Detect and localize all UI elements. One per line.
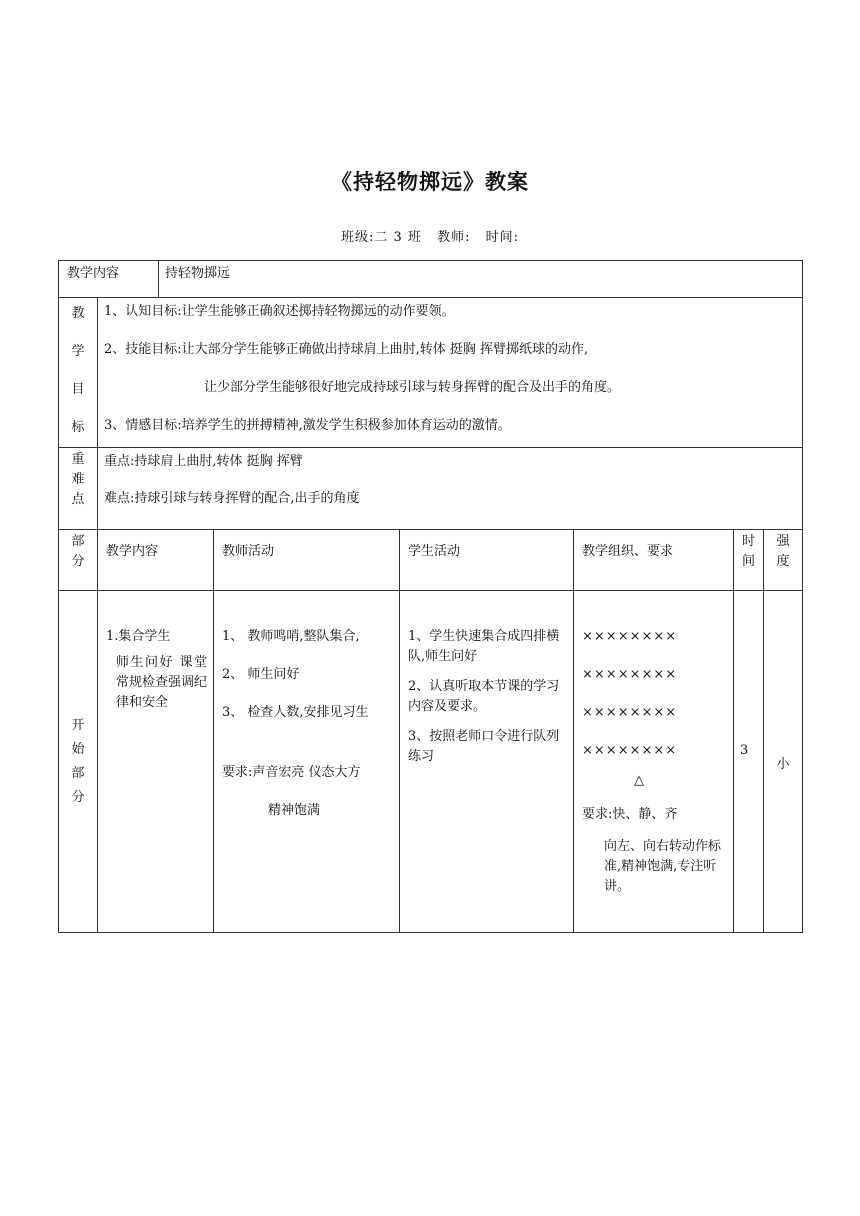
content-row xyxy=(59,261,803,298)
difficult-point: 难点:持球引球与转身挥臂的配合,出手的角度 xyxy=(104,491,360,506)
formation-row: ×××××××× xyxy=(582,743,678,758)
teacher-position-mark: △ xyxy=(634,773,645,788)
start-teacher-activity xyxy=(214,591,400,933)
header-teacher: 教师活动 xyxy=(214,530,400,591)
goal-emotion: 3、情感目标:培养学生的拼搏精神,激发学生积极参加体育运动的激情。 xyxy=(104,418,511,433)
teacher-requirement-2: 精神饱满 xyxy=(268,803,321,818)
key-points-label: 重 难 点 xyxy=(59,448,98,530)
header-time: 时 间 xyxy=(734,530,764,591)
class-label: 班级:二 3 班 xyxy=(341,230,422,245)
lesson-plan-table xyxy=(58,260,803,933)
page-title: 《持轻物掷远》教案 xyxy=(331,169,529,194)
goals-content xyxy=(98,298,803,448)
key-points-row xyxy=(59,448,803,530)
start-part-label: 开 始 部 分 xyxy=(59,591,98,933)
time-label: 时间: xyxy=(485,230,519,245)
goal-skill: 2、技能目标:让大部分学生能够正确做出持球肩上曲肘,转体 挺胸 挥臂掷纸球的动作, xyxy=(104,342,589,357)
header-content: 教学内容 xyxy=(98,530,214,591)
teacher-item-2: 2、 师生问好 xyxy=(222,667,300,682)
content-value: 持轻物掷远 xyxy=(159,261,803,298)
student-item-3: 3、按照老师口令进行队列练习 xyxy=(408,729,560,764)
org-requirement-2: 向左、向右转动作标准,精神饱满,专注听讲。 xyxy=(604,839,722,894)
formation-row: ×××××××× xyxy=(582,705,678,720)
teacher-item-1: 1、 教师鸣哨,整队集合, xyxy=(222,629,360,644)
teacher-requirement: 要求:声音宏亮 仪态大方 xyxy=(222,765,361,780)
teacher-item-3: 3、 检查人数,安排见习生 xyxy=(222,705,369,720)
goal-cognitive: 1、认知目标:让学生能够正确叙述掷持轻物掷远的动作要领。 xyxy=(104,304,455,319)
key-point: 重点:持球肩上曲肘,转体 挺胸 挥臂 xyxy=(104,454,303,469)
student-item-2: 2、认真听取本节课的学习内容及要求。 xyxy=(408,679,560,714)
start-content-title: 1.集合学生 xyxy=(106,629,171,644)
formation-row: ×××××××× xyxy=(582,667,678,682)
start-section-row xyxy=(59,591,803,933)
header-row xyxy=(59,530,803,591)
start-content xyxy=(98,591,214,933)
lesson-meta xyxy=(0,226,860,245)
key-points-content xyxy=(98,448,803,530)
formation-row: ×××××××× xyxy=(582,629,678,644)
start-intensity: 小 xyxy=(764,591,803,933)
start-student-activity xyxy=(400,591,574,933)
org-requirement: 要求:快、静、齐 xyxy=(582,807,678,822)
goals-row xyxy=(59,298,803,448)
header-org: 教学组织、要求 xyxy=(574,530,734,591)
student-item-1: 1、学生快速集合成四排横队,师生问好 xyxy=(408,629,560,664)
header-intensity: 强 度 xyxy=(764,530,803,591)
start-content-desc: 师生问好 课堂常规检查强调纪律和安全 xyxy=(116,655,208,710)
start-organization xyxy=(574,591,734,933)
start-time: 3 xyxy=(734,591,764,933)
teacher-label: 教师: xyxy=(437,230,471,245)
content-label: 教学内容 xyxy=(59,261,159,298)
header-student: 学生活动 xyxy=(400,530,574,591)
header-part: 部 分 xyxy=(59,530,98,591)
goals-label: 教 学 目 标 xyxy=(59,298,98,448)
goal-skill-2: 让少部分学生能够很好地完成持球引球与转身挥臂的配合及出手的角度。 xyxy=(204,380,621,395)
